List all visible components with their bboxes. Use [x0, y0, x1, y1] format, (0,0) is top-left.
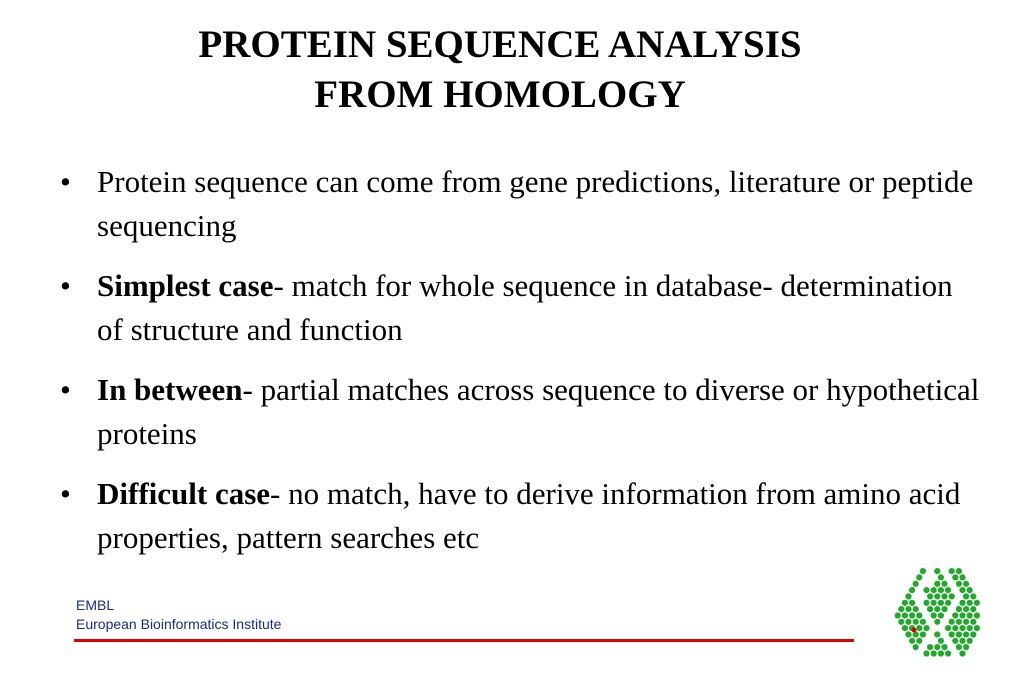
logo-dot [913, 619, 919, 625]
logo-dot [945, 625, 951, 631]
logo-dot [963, 644, 969, 650]
title-line-2: FROM HOMOLOGY [314, 73, 686, 116]
bullet-text: - partial matches across sequence to diverse or hypothetical proteins [97, 372, 980, 451]
logo-dot [967, 587, 973, 593]
logo-dot [945, 650, 951, 656]
logo-dot [970, 631, 976, 637]
logo-dot [970, 619, 976, 625]
bullet-item [60, 264, 980, 352]
logo-dot [927, 644, 933, 650]
logo-dot [938, 638, 944, 644]
logo-dot [931, 612, 937, 618]
bullet-glyph: • [60, 476, 71, 511]
logo-dot [902, 600, 908, 606]
logo-dot [909, 612, 915, 618]
logo-dot [949, 631, 955, 637]
logo-dot [931, 650, 937, 656]
logo-dot [909, 587, 915, 593]
logo-dot [920, 619, 926, 625]
logo-dot [945, 587, 951, 593]
bullet-item [60, 160, 980, 248]
logo-dot [970, 593, 976, 599]
logo-dot [941, 644, 947, 650]
logo-dot [934, 593, 940, 599]
logo-dot [934, 606, 940, 612]
logo-dot [967, 612, 973, 618]
logo-dot [927, 593, 933, 599]
footer-institute: European Bioinformatics Institute [76, 616, 282, 632]
logo-dot [959, 600, 965, 606]
logo-dot [916, 574, 922, 580]
bullet-bold: Simplest case [97, 268, 274, 303]
logo-red-dot [912, 628, 917, 633]
logo-dot [931, 587, 937, 593]
logo-dot [967, 638, 973, 644]
bullet-item [60, 472, 980, 560]
logo-dot [938, 650, 944, 656]
slide-title [0, 20, 1000, 120]
logo-dot [916, 625, 922, 631]
footer-divider [74, 639, 854, 642]
logo-dot [974, 625, 980, 631]
logo-dot [923, 625, 929, 631]
bullet-bold: Difficult case [97, 476, 271, 511]
logo-dot [909, 600, 915, 606]
logo-dot [956, 606, 962, 612]
bullet-text: Protein sequence can come from gene predictions, literature or peptide sequencing [97, 164, 974, 243]
bullet-text: - no match, have to derive information from amino acid properties, pattern searches etc [97, 476, 961, 555]
logo-dot [956, 644, 962, 650]
logo-dot [923, 600, 929, 606]
logo-dot [952, 638, 958, 644]
logo-dot [938, 600, 944, 606]
logo-dot [923, 587, 929, 593]
logo-dot [898, 619, 904, 625]
logo-dot [967, 600, 973, 606]
logo-dot [905, 619, 911, 625]
logo-dot [938, 574, 944, 580]
logo-dot [952, 625, 958, 631]
logo-dot [963, 581, 969, 587]
logo-dot [949, 568, 955, 574]
logo-dot [902, 612, 908, 618]
logo-dot [913, 644, 919, 650]
logo-dot [934, 619, 940, 625]
logo-dot [970, 606, 976, 612]
logo-dot [959, 574, 965, 580]
logo-dot [952, 574, 958, 580]
title-line-1: PROTEIN SEQUENCE ANALYSIS [198, 23, 802, 66]
logo-dot [974, 612, 980, 618]
logo-dot [963, 606, 969, 612]
footer-credit [76, 596, 281, 634]
logo-dot [959, 650, 965, 656]
logo-dot [967, 625, 973, 631]
bullet-glyph: • [60, 372, 71, 407]
logo-dot [931, 600, 937, 606]
bullet-glyph: • [60, 164, 71, 199]
logo-dot [902, 625, 908, 631]
logo-dot [959, 612, 965, 618]
bullet-glyph: • [60, 268, 71, 303]
logo-dot [959, 587, 965, 593]
logo-dot [956, 568, 962, 574]
logo-dot [959, 638, 965, 644]
logo-dot [920, 568, 926, 574]
logo-dot [949, 593, 955, 599]
logo-dot [941, 606, 947, 612]
logo-dot [909, 638, 915, 644]
logo-dot [916, 638, 922, 644]
logo-dot [905, 606, 911, 612]
logo-dot [952, 612, 958, 618]
logo-dot [941, 593, 947, 599]
logo-dot [934, 644, 940, 650]
logo-dot [898, 606, 904, 612]
logo-dot [913, 581, 919, 587]
logo-dot [905, 631, 911, 637]
logo-dot [934, 581, 940, 587]
logo-dot [923, 650, 929, 656]
logo-dot [934, 568, 940, 574]
bullet-item [60, 368, 980, 456]
logo-dot [963, 631, 969, 637]
logo-dot [963, 593, 969, 599]
footer-org: EMBL [76, 597, 115, 613]
logo-dot [945, 600, 951, 606]
logo-dot [949, 619, 955, 625]
bullet-list [60, 160, 980, 576]
logo-dot [956, 619, 962, 625]
logo-dot [913, 606, 919, 612]
logo-dot [920, 631, 926, 637]
logo-dot [916, 612, 922, 618]
logo-dot [934, 631, 940, 637]
logo-dot [974, 600, 980, 606]
bullet-text: - match for whole sequence in database- determination of structure and function [97, 268, 953, 347]
logo-dot [905, 593, 911, 599]
logo-dot [938, 612, 944, 618]
logo-dot [941, 581, 947, 587]
logo-dot [963, 619, 969, 625]
logo-dot [959, 625, 965, 631]
logo-dot [927, 606, 933, 612]
logo-dot [956, 631, 962, 637]
logo-dot [938, 587, 944, 593]
embl-hexagon-logo-icon [888, 565, 988, 665]
logo-dot [956, 581, 962, 587]
bullet-bold: In between [97, 372, 243, 407]
logo-dot [895, 612, 901, 618]
